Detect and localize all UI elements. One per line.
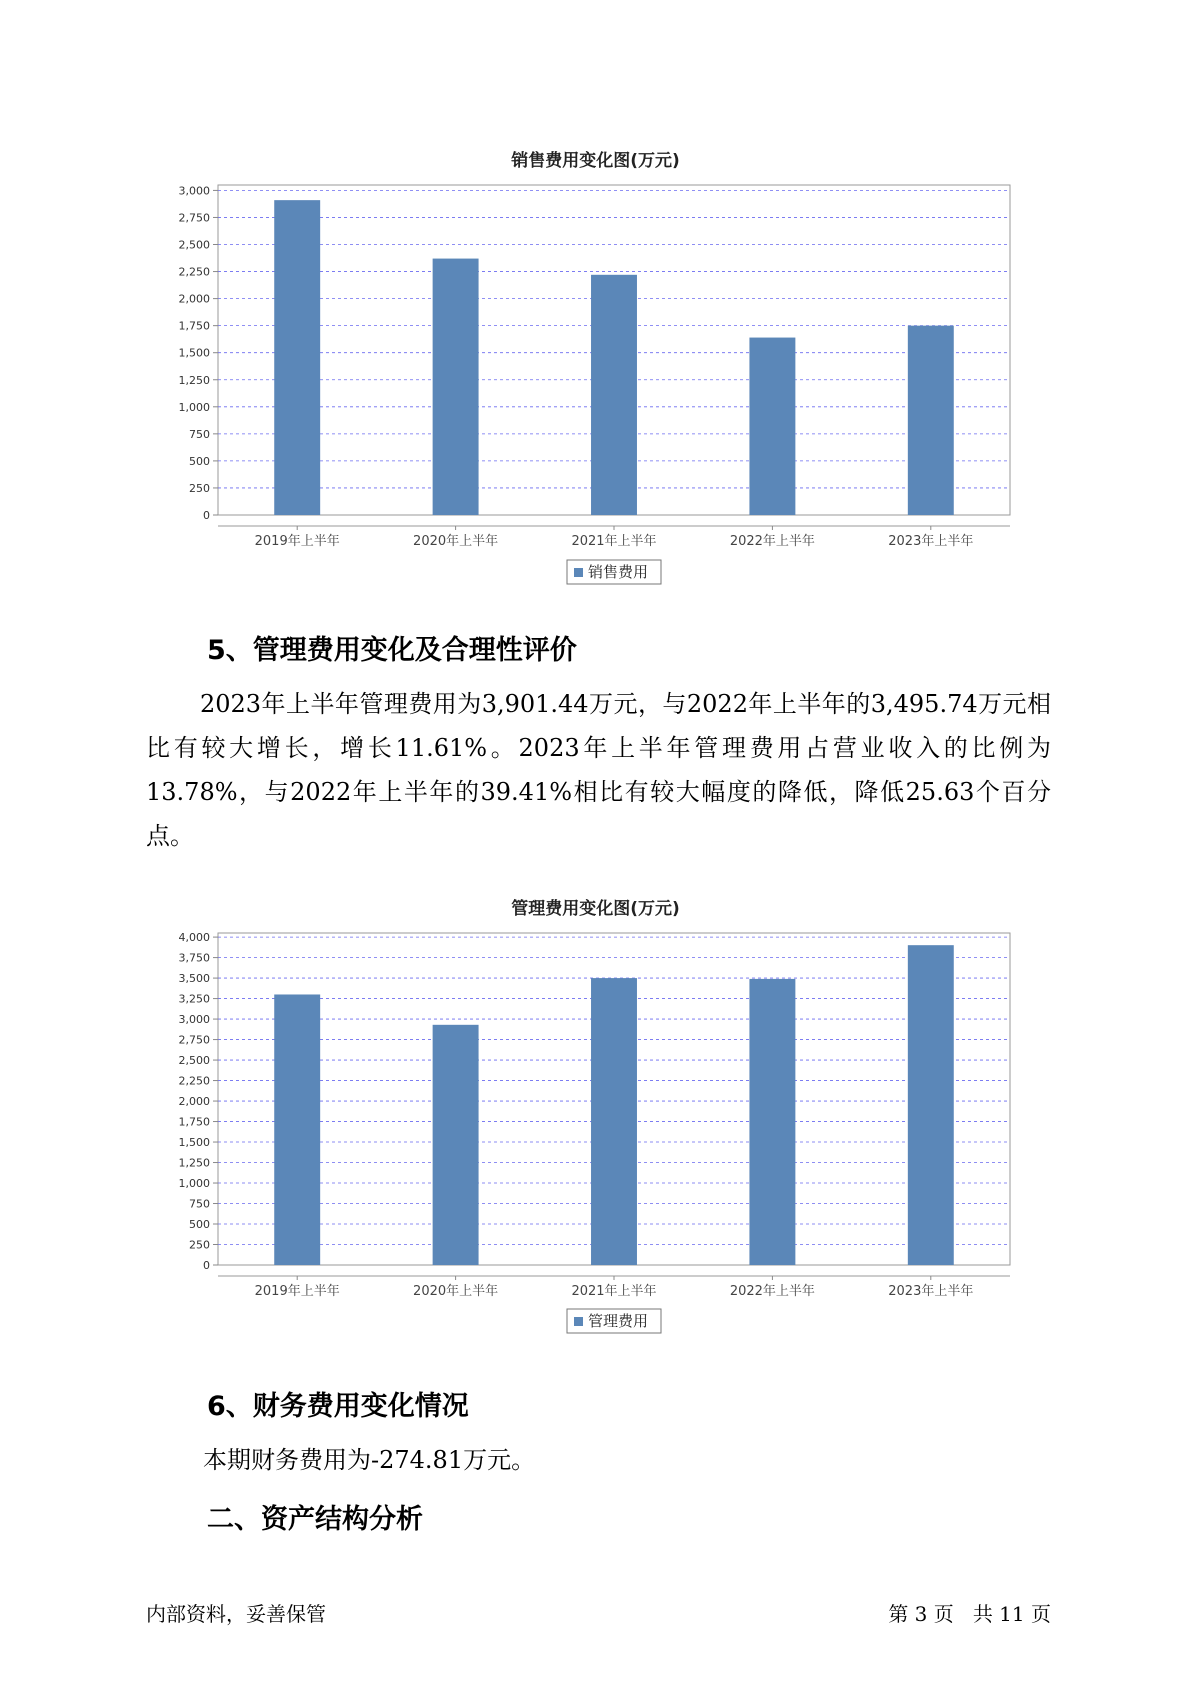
y-tick-label: 750	[189, 1197, 210, 1211]
x-tick-label: 2020年上半年	[413, 1284, 499, 1299]
y-tick-label: 1,750	[178, 319, 210, 333]
y-tick-label: 1,000	[178, 400, 210, 414]
legend-swatch	[574, 1317, 583, 1326]
y-tick-label: 500	[189, 1218, 210, 1232]
y-tick-label: 2,500	[178, 1054, 210, 1068]
y-tick-label: 4,000	[178, 931, 210, 945]
bar	[433, 1025, 479, 1265]
y-tick-label: 3,500	[178, 972, 210, 986]
bar	[274, 994, 320, 1265]
y-tick-label: 1,250	[178, 373, 210, 387]
y-tick-label: 3,000	[178, 184, 210, 198]
y-tick-label: 3,750	[178, 951, 210, 965]
sales-chart-title: 销售费用变化图(万元)	[511, 151, 680, 171]
x-tick-label: 2019年上半年	[254, 534, 340, 549]
x-tick-label: 2022年上半年	[729, 1284, 815, 1299]
section-5-heading: 5、管理费用变化及合理性评价	[207, 635, 577, 666]
bar	[749, 979, 795, 1265]
y-tick-label: 2,750	[178, 1033, 210, 1047]
y-tick-label: 750	[189, 427, 210, 441]
section-6-heading: 6、财务费用变化情况	[207, 1391, 469, 1422]
section-2-heading: 二、资产结构分析	[207, 1504, 423, 1535]
x-tick-label: 2021年上半年	[571, 1284, 657, 1299]
y-tick-label: 0	[203, 509, 210, 522]
x-tick-label: 2023年上半年	[888, 534, 974, 549]
y-tick-label: 1,750	[178, 1115, 210, 1129]
y-tick-label: 3,250	[178, 992, 210, 1006]
x-tick-label: 2020年上半年	[413, 534, 499, 549]
section-6-paragraph: 本期财务费用为-274.81万元。	[203, 1446, 536, 1474]
footer-confidential-note: 内部资料，妥善保管	[146, 1602, 326, 1626]
y-tick-label: 2,500	[178, 238, 210, 252]
legend-label: 销售费用	[588, 563, 649, 581]
y-tick-label: 2,000	[178, 292, 210, 306]
y-tick-label: 2,250	[178, 265, 210, 279]
y-tick-label: 1,500	[178, 1136, 210, 1150]
x-tick-label: 2023年上半年	[888, 1284, 974, 1299]
bar	[908, 945, 954, 1265]
y-tick-label: 1,500	[178, 346, 210, 360]
section-5-paragraph: 2023年上半年管理费用为3,901.44万元，与2022年上半年的3,495.74万元相比有较大增长，增长11.61%。2023年上半年管理费用占营业收入的比例为13.78%，与2022年上半年的39.41%相比有较大幅度的降低，降低25.63个百分点。	[146, 690, 1051, 850]
legend-label: 管理费用	[588, 1312, 649, 1330]
y-tick-label: 3,000	[178, 1013, 210, 1027]
y-tick-label: 2,750	[178, 211, 210, 225]
y-tick-label: 0	[203, 1259, 210, 1272]
x-tick-label: 2022年上半年	[729, 534, 815, 549]
x-tick-label: 2021年上半年	[571, 534, 657, 549]
x-tick-label: 2019年上半年	[254, 1284, 340, 1299]
y-tick-label: 250	[189, 481, 210, 495]
y-tick-label: 2,250	[178, 1074, 210, 1088]
bar	[591, 978, 637, 1265]
y-tick-label: 2,000	[178, 1095, 210, 1109]
y-tick-label: 1,250	[178, 1156, 210, 1170]
admin-chart-title: 管理费用变化图(万元)	[511, 899, 680, 919]
footer-page-number: 第 3 页 共 11 页	[888, 1602, 1051, 1626]
y-tick-label: 500	[189, 454, 210, 468]
y-tick-label: 250	[189, 1238, 210, 1252]
y-tick-label: 1,000	[178, 1177, 210, 1191]
